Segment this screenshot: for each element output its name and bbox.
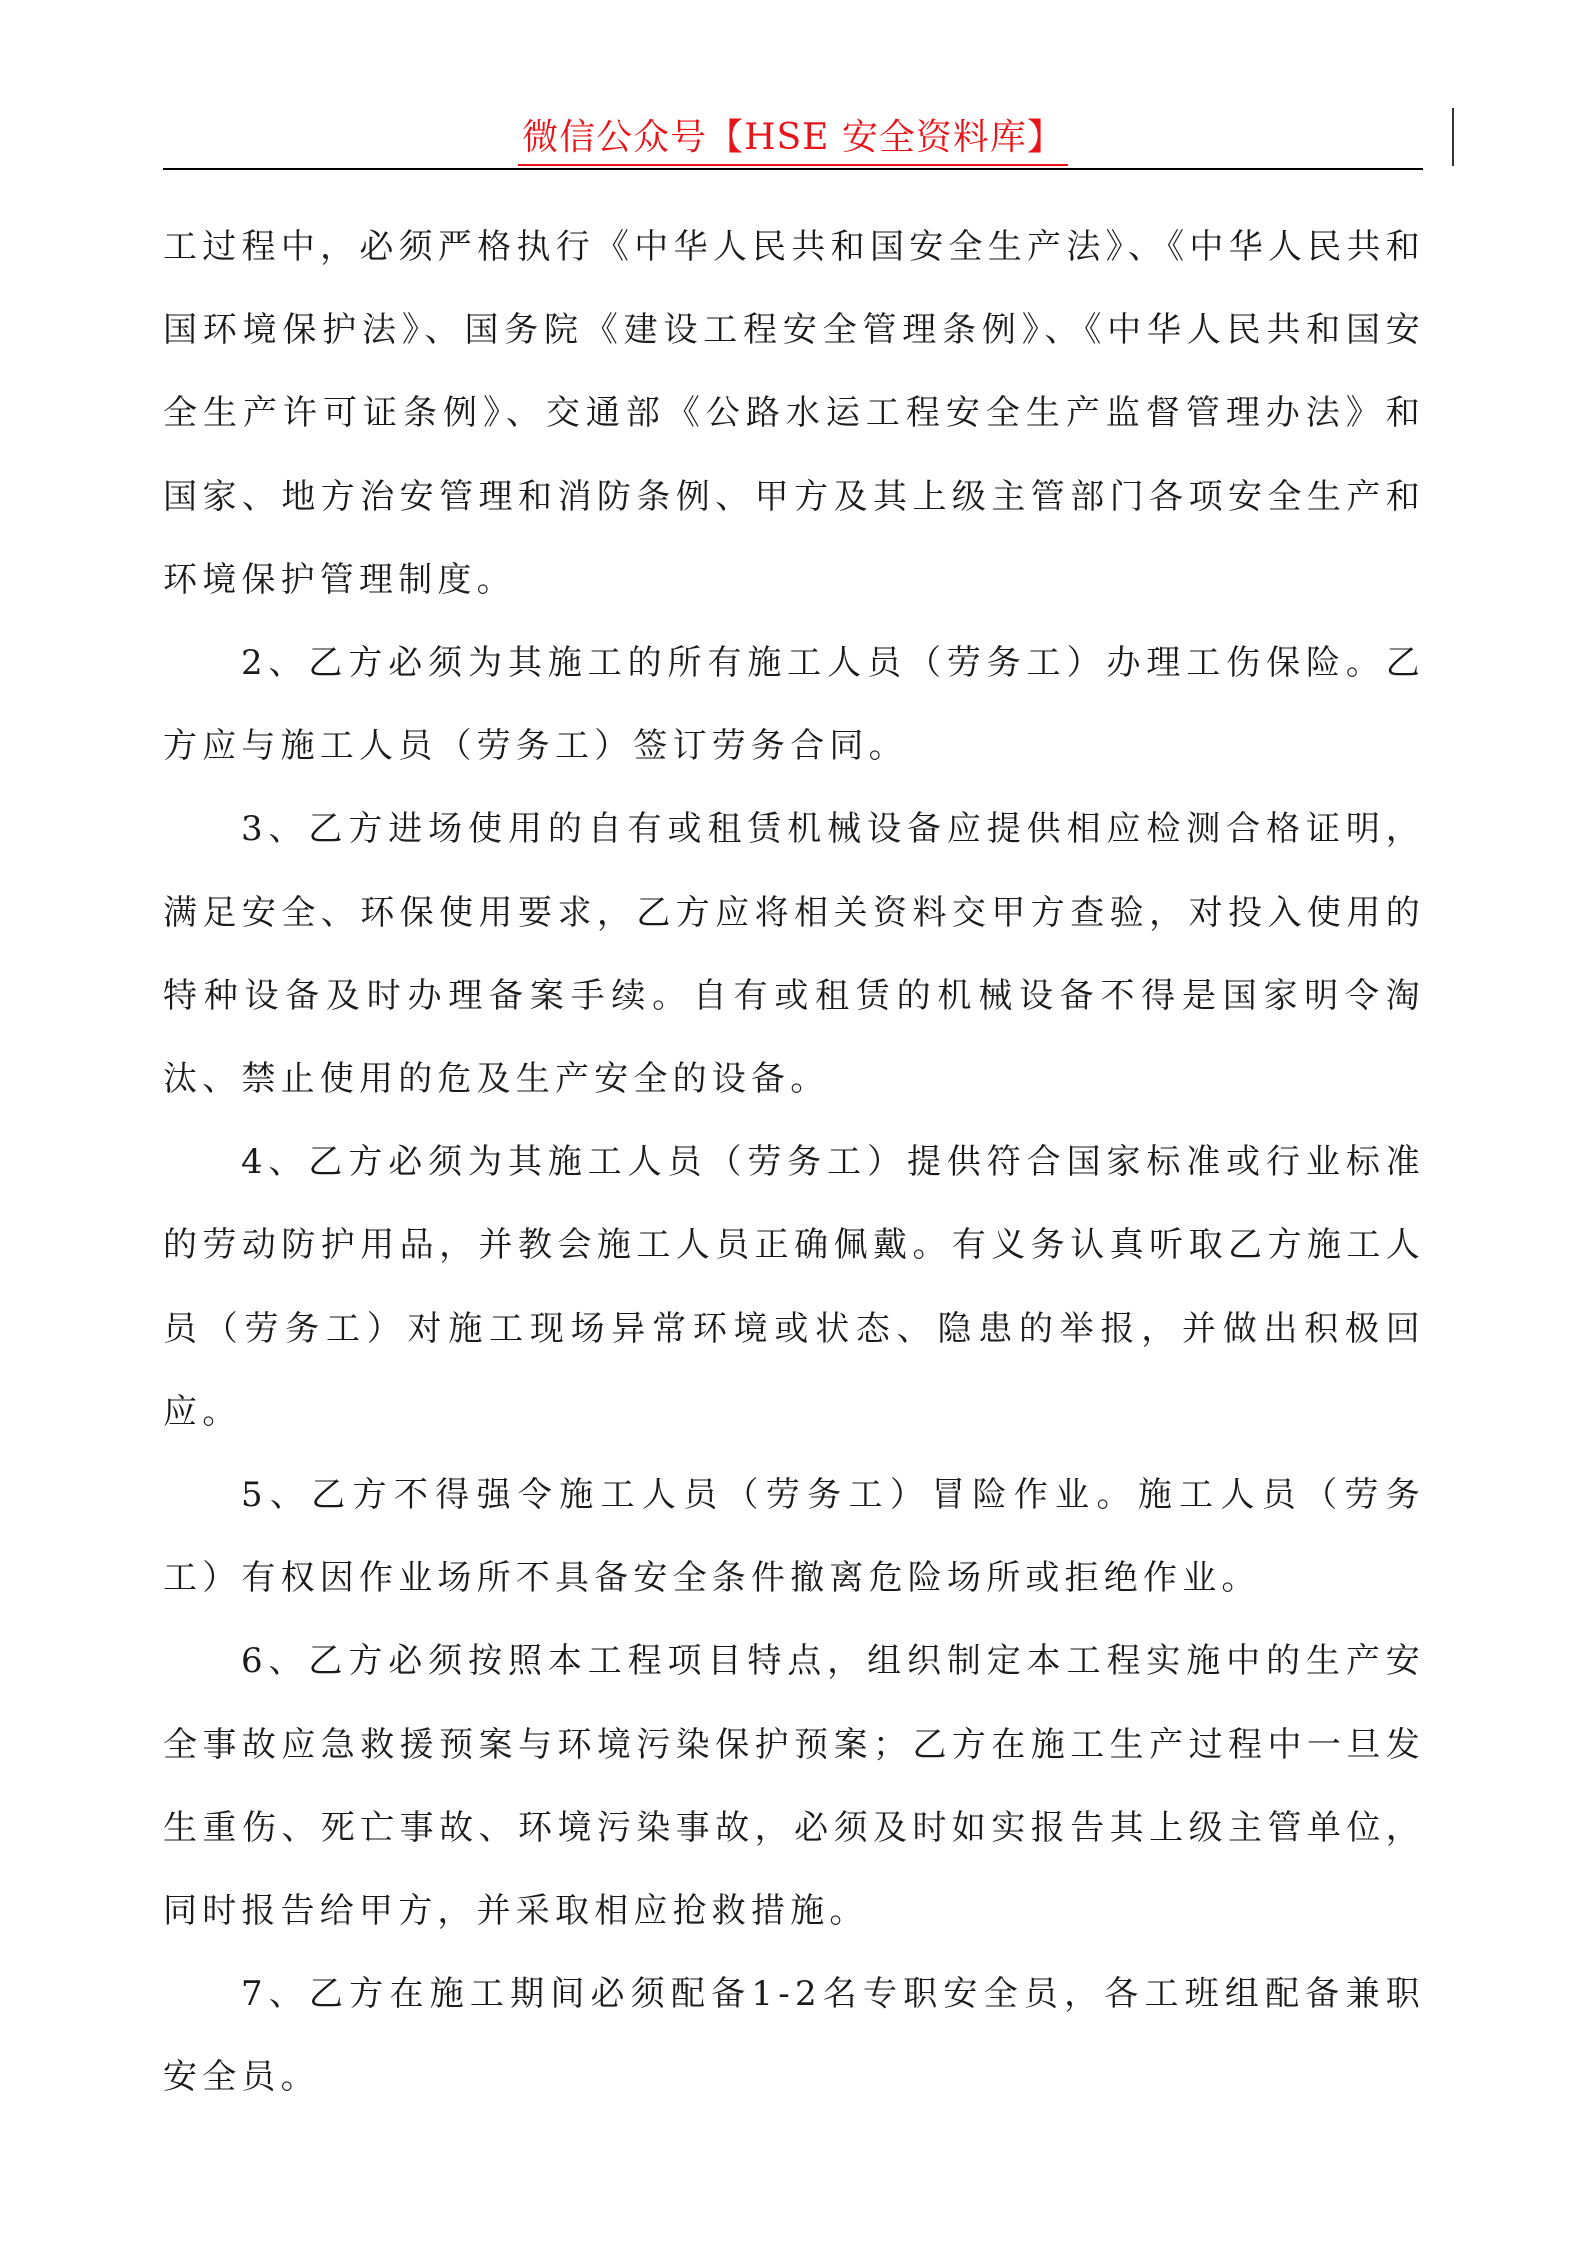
paragraph-clause-4: 4、乙方必须为其施工人员（劳务工）提供符合国家标准或行业标准的劳动防护用品，并教会施工人员正确佩戴。有义务认真听取乙方施工人员（劳务工）对施工现场异常环境或状态、隐患的举报，并做出积极回应。 bbox=[163, 1142, 1425, 1432]
document-body bbox=[163, 206, 1425, 2120]
paragraph-continuation: 工过程中，必须严格执行《中华人民共和国安全生产法》、《中华人民共和国环境保护法》、国务院《建设工程安全管理条例》、《中华人民共和国安全生产许可证条例》、交通部《公路水运工程安全生产监督管理办法》和国家、地方治安管理和消防条例、甲方及其上级主管部门各项安全生产和环境保护管理制度。 bbox=[163, 227, 1425, 600]
header-margin-marker bbox=[1452, 108, 1454, 166]
paragraph-clause-2: 2、乙方必须为其施工的所有施工人员（劳务工）办理工伤保险。乙方应与施工人员（劳务工）签订劳务合同。 bbox=[163, 643, 1425, 767]
paragraph-clause-3: 3、乙方进场使用的自有或租赁机械设备应提供相应检测合格证明，满足安全、环保使用要求，乙方应将相关资料交甲方查验，对投入使用的特种设备及时办理备案手续。自有或租赁的机械设备不得是国家明令淘汰、禁止使用的危及生产安全的设备。 bbox=[163, 809, 1425, 1100]
paragraph-clause-6: 6、乙方必须按照本工程项目特点，组织制定本工程实施中的生产安全事故应急救援预案与环境污染保护预案；乙方在施工生产过程中一旦发生重伤、死亡事故、环境污染事故，必须及时如实报告其上级主管单位，同时报告给甲方，并采取相应抢救措施。 bbox=[163, 1641, 1425, 1932]
paragraph-clause-5: 5、乙方不得强令施工人员（劳务工）冒险作业。施工人员（劳务工）有权因作业场所不具备安全条件撤离危险场所或拒绝作业。 bbox=[163, 1475, 1425, 1599]
page-header bbox=[163, 112, 1423, 170]
paragraph-clause-7: 7、乙方在施工期间必须配备1-2名专职安全员，各工班组配备兼职安全员。 bbox=[163, 1974, 1425, 2098]
header-title: 微信公众号【HSE 安全资料库】 bbox=[518, 112, 1068, 166]
